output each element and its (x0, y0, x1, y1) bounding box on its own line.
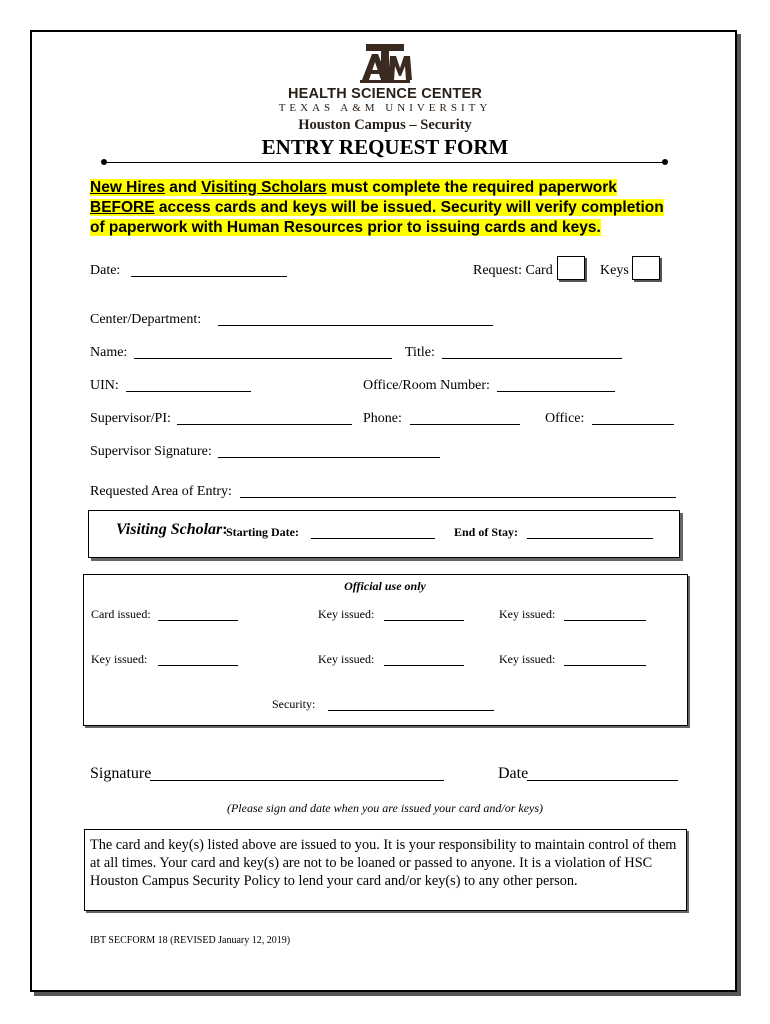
signature-date-field[interactable] (527, 767, 678, 781)
university-name: TEXAS A&M UNIVERSITY (278, 102, 492, 114)
keys-checkbox[interactable] (632, 256, 660, 280)
phone-label: Phone: (363, 411, 402, 426)
name-field[interactable] (134, 346, 392, 359)
starting-date-label: Starting Date: (226, 525, 299, 539)
signature-field[interactable] (150, 767, 444, 781)
office-field[interactable] (592, 412, 674, 425)
uin-label: UIN: (90, 378, 119, 393)
request-card-label: Request: Card (473, 263, 553, 278)
office-room-field[interactable] (497, 379, 615, 392)
key-issued-field-4[interactable] (384, 653, 464, 666)
signature-date-label: Date (498, 765, 529, 782)
supervisor-signature-label: Supervisor Signature: (90, 444, 212, 459)
key-issued-label-5: Key issued: (499, 652, 556, 666)
key-issued-field-1[interactable] (384, 608, 464, 621)
policy-text: The card and key(s) listed above are issued to you. It is your responsibility to maintain control of them at all times. Your card and key(s) are not to be loaned or passed to anyone. It is a violation of HSC Houston Campus Security Policy to lend your card and/or key(s) to any other person. (90, 837, 677, 889)
key-issued-field-2[interactable] (564, 608, 646, 621)
security-label: Security: (272, 697, 316, 711)
security-field[interactable] (328, 698, 494, 711)
requested-area-label: Requested Area of Entry: (90, 484, 232, 499)
signature-label: Signature (90, 765, 152, 782)
card-checkbox[interactable] (557, 256, 585, 280)
requested-area-field[interactable] (240, 485, 676, 498)
keys-label: Keys (600, 263, 629, 278)
official-use-title: Official use only (344, 579, 426, 593)
divider-dot-right (662, 159, 668, 165)
supervisor-signature-field[interactable] (218, 445, 440, 458)
key-issued-field-5[interactable] (564, 653, 646, 666)
key-issued-field-3[interactable] (158, 653, 238, 666)
signature-instruction: (Please sign and date when you are issued your card and/or keys) (226, 801, 544, 815)
key-issued-label-2: Key issued: (499, 607, 556, 621)
org-name: HEALTH SCIENCE CENTER (287, 86, 483, 102)
uin-field[interactable] (126, 379, 251, 392)
date-field[interactable] (131, 264, 287, 277)
visiting-scholar-label: Visiting Scholar: (116, 521, 228, 538)
supervisor-pi-label: Supervisor/PI: (90, 411, 171, 426)
end-of-stay-label: End of Stay: (454, 525, 519, 539)
key-issued-label-4: Key issued: (318, 652, 375, 666)
office-label: Office: (545, 411, 585, 426)
center-department-label: Center/Department: (90, 312, 202, 327)
campus-name: Houston Campus – Security (298, 117, 472, 133)
end-of-stay-field[interactable] (527, 526, 653, 539)
form-id-footer: IBT SECFORM 18 (REVISED January 12, 2019) (90, 935, 291, 946)
date-label: Date: (90, 263, 121, 278)
divider-dot-left (101, 159, 107, 165)
starting-date-field[interactable] (311, 526, 435, 539)
center-department-field[interactable] (218, 313, 493, 326)
key-issued-label-1: Key issued: (318, 607, 375, 621)
title-label: Title: (405, 345, 435, 360)
title-field[interactable] (442, 346, 622, 359)
card-issued-label: Card issued: (91, 607, 151, 621)
office-room-label: Office/Room Number: (363, 378, 490, 393)
form-title: ENTRY REQUEST FORM (261, 135, 509, 159)
new-hire-notice: New Hires and Visiting Scholars must complete the required paperwork BEFORE access cards and keys will be issued. Security will verify completion of paperwork with Human Resources prior to issuing cards and keys. (90, 179, 664, 236)
phone-field[interactable] (410, 412, 520, 425)
title-divider (104, 162, 665, 163)
supervisor-pi-field[interactable] (177, 412, 352, 425)
key-issued-label-3: Key issued: (91, 652, 148, 666)
tamu-logo-icon (358, 42, 412, 84)
card-issued-field[interactable] (158, 608, 238, 621)
name-label: Name: (90, 345, 128, 360)
